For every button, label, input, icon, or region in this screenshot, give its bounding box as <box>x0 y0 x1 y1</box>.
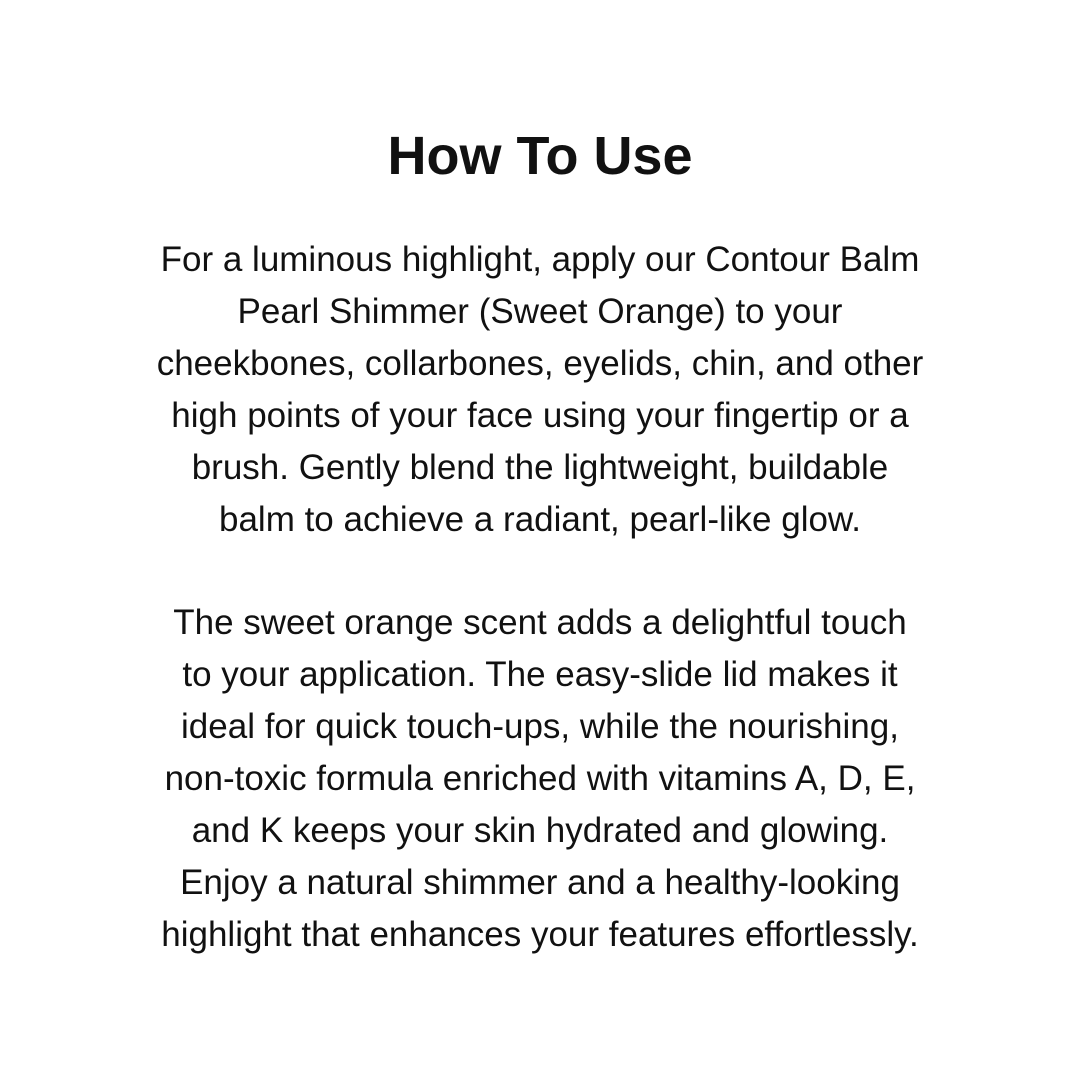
paragraph-line: The sweet orange scent adds a delightful touch <box>173 603 907 642</box>
paragraph-line: high points of your face using your fingertip or a <box>171 396 909 435</box>
paragraph-line: Enjoy a natural shimmer and a healthy-looking <box>180 863 900 902</box>
paragraph-line: ideal for quick touch-ups, while the nourishing, <box>181 707 899 746</box>
page-title: How To Use <box>387 126 693 186</box>
paragraph-line: highlight that enhances your features effortlessly. <box>161 915 919 954</box>
paragraph-line: For a luminous highlight, apply our Contour Balm <box>160 240 920 279</box>
paragraph-line: to your application. The easy-slide lid makes it <box>182 655 898 694</box>
paragraph-line: brush. Gently blend the lightweight, buildable <box>191 448 889 487</box>
paragraph-line: Pearl Shimmer (Sweet Orange) to your <box>237 292 843 331</box>
paragraph-line: and K keeps your skin hydrated and glowing. <box>191 811 889 850</box>
paragraph-line: balm to achieve a radiant, pearl-like glow. <box>218 500 861 539</box>
paragraph-line: cheekbones, collarbones, eyelids, chin, and other <box>156 344 924 383</box>
paragraph-benefits <box>90 597 990 961</box>
paragraph-application <box>90 234 990 546</box>
paragraph-line: non-toxic formula enriched with vitamins A, D, E, <box>164 759 916 798</box>
